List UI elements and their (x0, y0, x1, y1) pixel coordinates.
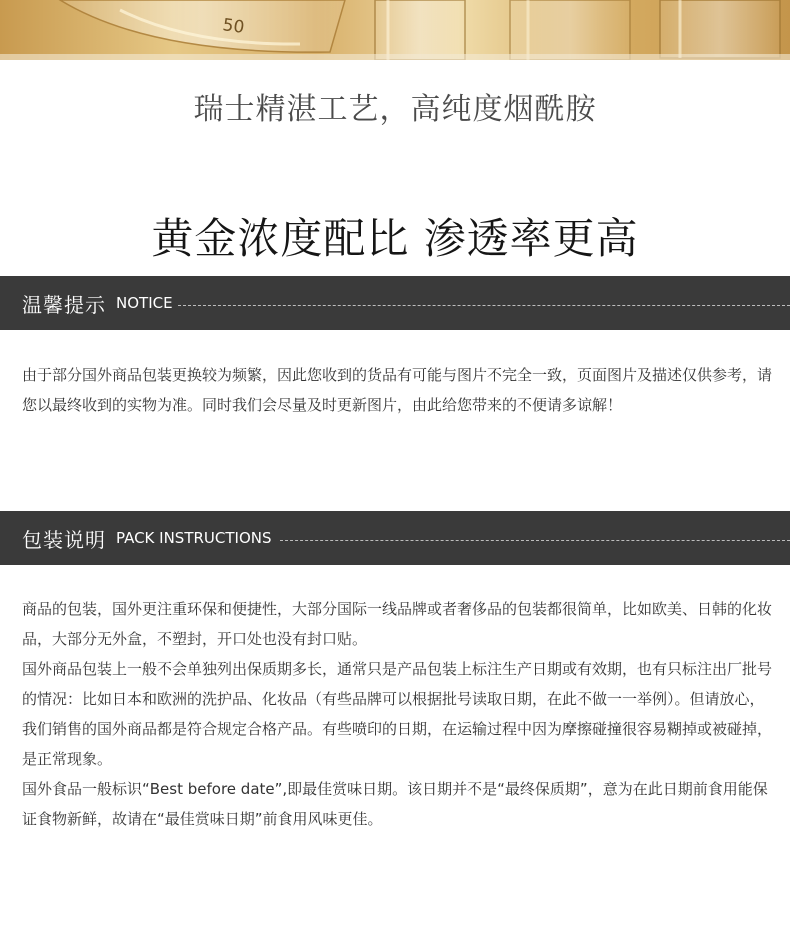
headline: 黄金浓度配比 渗透率更高 (151, 214, 639, 263)
notice-title-en: NOTICE (116, 294, 173, 312)
hero-banner-image (0, 0, 790, 60)
notice-body (22, 360, 772, 420)
pack-header-bar (0, 511, 790, 565)
pack-paragraph: 商品的包装，国外更注重环保和便捷性，大部分国际一线品牌或者奢侈品的包装都很简单，比如欧美、日韩的化妆品，大部分无外盒，不塑封，开口处也没有封口贴。 (22, 600, 773, 648)
pack-title-zh: 包装说明 (22, 527, 106, 552)
glassware-illustration (0, 0, 790, 60)
pack-paragraph: 国外商品包装上一般不会单独列出保质期多长，通常只是产品包装上标注生产日期或有效期，也有只标注出厂批号的情况：比如日本和欧洲的洗护品、化妆品（有些品牌可以根据批号读取日期，在此不做一一举例）。但请放心，我们销售的国外商品都是符合规定合格产品。有些喷印的日期，在运输过程中因为摩擦碰撞很容易糊掉或被碰掉，是正常现象。 (22, 660, 773, 768)
flask-marking: 50 (221, 15, 246, 38)
pack-title-en: PACK INSTRUCTIONS (116, 529, 272, 547)
notice-title-zh: 温馨提示 (22, 292, 106, 317)
notice-text: 由于部分国外商品包装更换较为频繁，因此您收到的货品有可能与图片不完全一致，页面图片及描述仅供参考，请您以最终收到的实物为准。同时我们会尽量及时更新图片，由此给您带来的不便请多谅解！ (22, 366, 773, 414)
dashed-divider (178, 305, 790, 306)
notice-header-bar (0, 276, 790, 330)
pack-paragraph: 国外食品一般标识“Best before date”,即最佳赏味日期。该日期并不是“最终保质期”，意为在此日期前食用能保证食物新鲜，故请在“最佳赏味日期”前食用风味更佳。 (22, 780, 768, 828)
subtitle: 瑞士精湛工艺，高纯度烟酰胺 (193, 92, 597, 127)
dashed-divider (280, 540, 790, 541)
pack-body (22, 594, 772, 834)
